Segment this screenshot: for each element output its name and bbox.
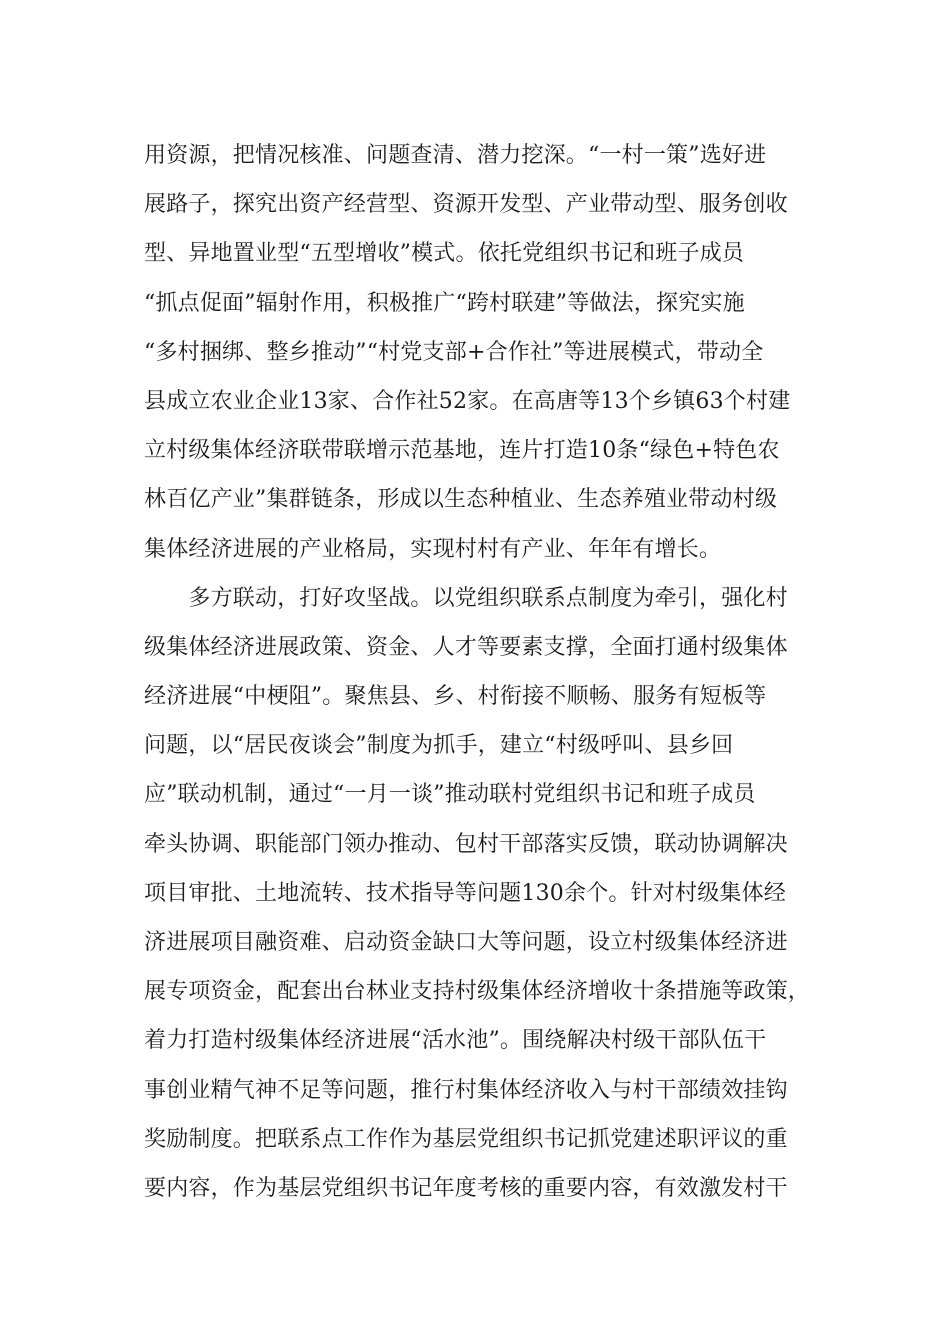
text-line: 展专项资金，配套出台林业支持村级集体经济增收十条措施等政策，	[144, 979, 811, 1005]
text-line: 事创业精气神不足等问题，推行村集体经济收入与村干部绩效挂钩	[144, 1077, 788, 1103]
text-line: 项目审批、土地流转、技术指导等问题130余个。针对村级集体经	[144, 880, 786, 906]
text-line: 级集体经济进展政策、资金、人才等要素支撑，全面打通村级集体	[144, 634, 788, 660]
text-line: 牵头协调、职能部门领办推动、包村干部落实反馈，联动协调解决	[144, 831, 788, 857]
text-line: 林百亿产业”集群链条，形成以生态种植业、生态养殖业带动村级	[144, 487, 778, 513]
paragraph-start-line: 多方联动，打好攻坚战。以党组织联系点制度为牵引，强化村	[144, 585, 788, 611]
text-line: 用资源，把情况核准、问题查清、潜力挖深。“一村一策”选好进	[144, 143, 767, 168]
text-line: 问题，以“居民夜谈会”制度为抓手，建立“村级呼叫、县乡回	[144, 733, 734, 759]
text-line: 经济进展“中梗阻”。聚焦县、乡、村衔接不顺畅、服务有短板等	[144, 684, 767, 710]
text-line: “抓点促面”辐射作用，积极推广“跨村联建”等做法，探究实施	[144, 290, 745, 316]
text-line: 县成立农业企业13家、合作社52家。在高唐等13个乡镇63个村建	[144, 388, 791, 414]
text-line: 奖励制度。把联系点工作作为基层党组织书记抓党建述职评议的重	[144, 1126, 788, 1152]
text-line: 着力打造村级集体经济进展“活水池”。围绕解决村级干部队伍干	[144, 1028, 767, 1054]
text-line: 要内容，作为基层党组织书记年度考核的重要内容，有效激发村干	[144, 1175, 788, 1201]
text-line: 型、异地置业型“五型增收”模式。依托党组织书记和班子成员	[144, 241, 745, 267]
text-line: 集体经济进展的产业格局，实现村村有产业、年年有增长。	[144, 536, 722, 562]
text-line: 应”联动机制，通过“一月一谈”推动联村党组织书记和班子成员	[144, 782, 756, 808]
body-text	[144, 131, 824, 1213]
text-line: “多村捆绑、整乡推动”“村党支部+合作社”等进展模式，带动全	[144, 339, 764, 365]
text-line: 立村级集体经济联带联增示范基地，连片打造10条“绿色+特色农	[144, 438, 780, 464]
text-line: 济进展项目融资难、启动资金缺口大等问题，设立村级集体经济进	[144, 930, 788, 955]
text-line: 展路子，探究出资产经营型、资源开发型、产业带动型、服务创收	[144, 192, 788, 218]
